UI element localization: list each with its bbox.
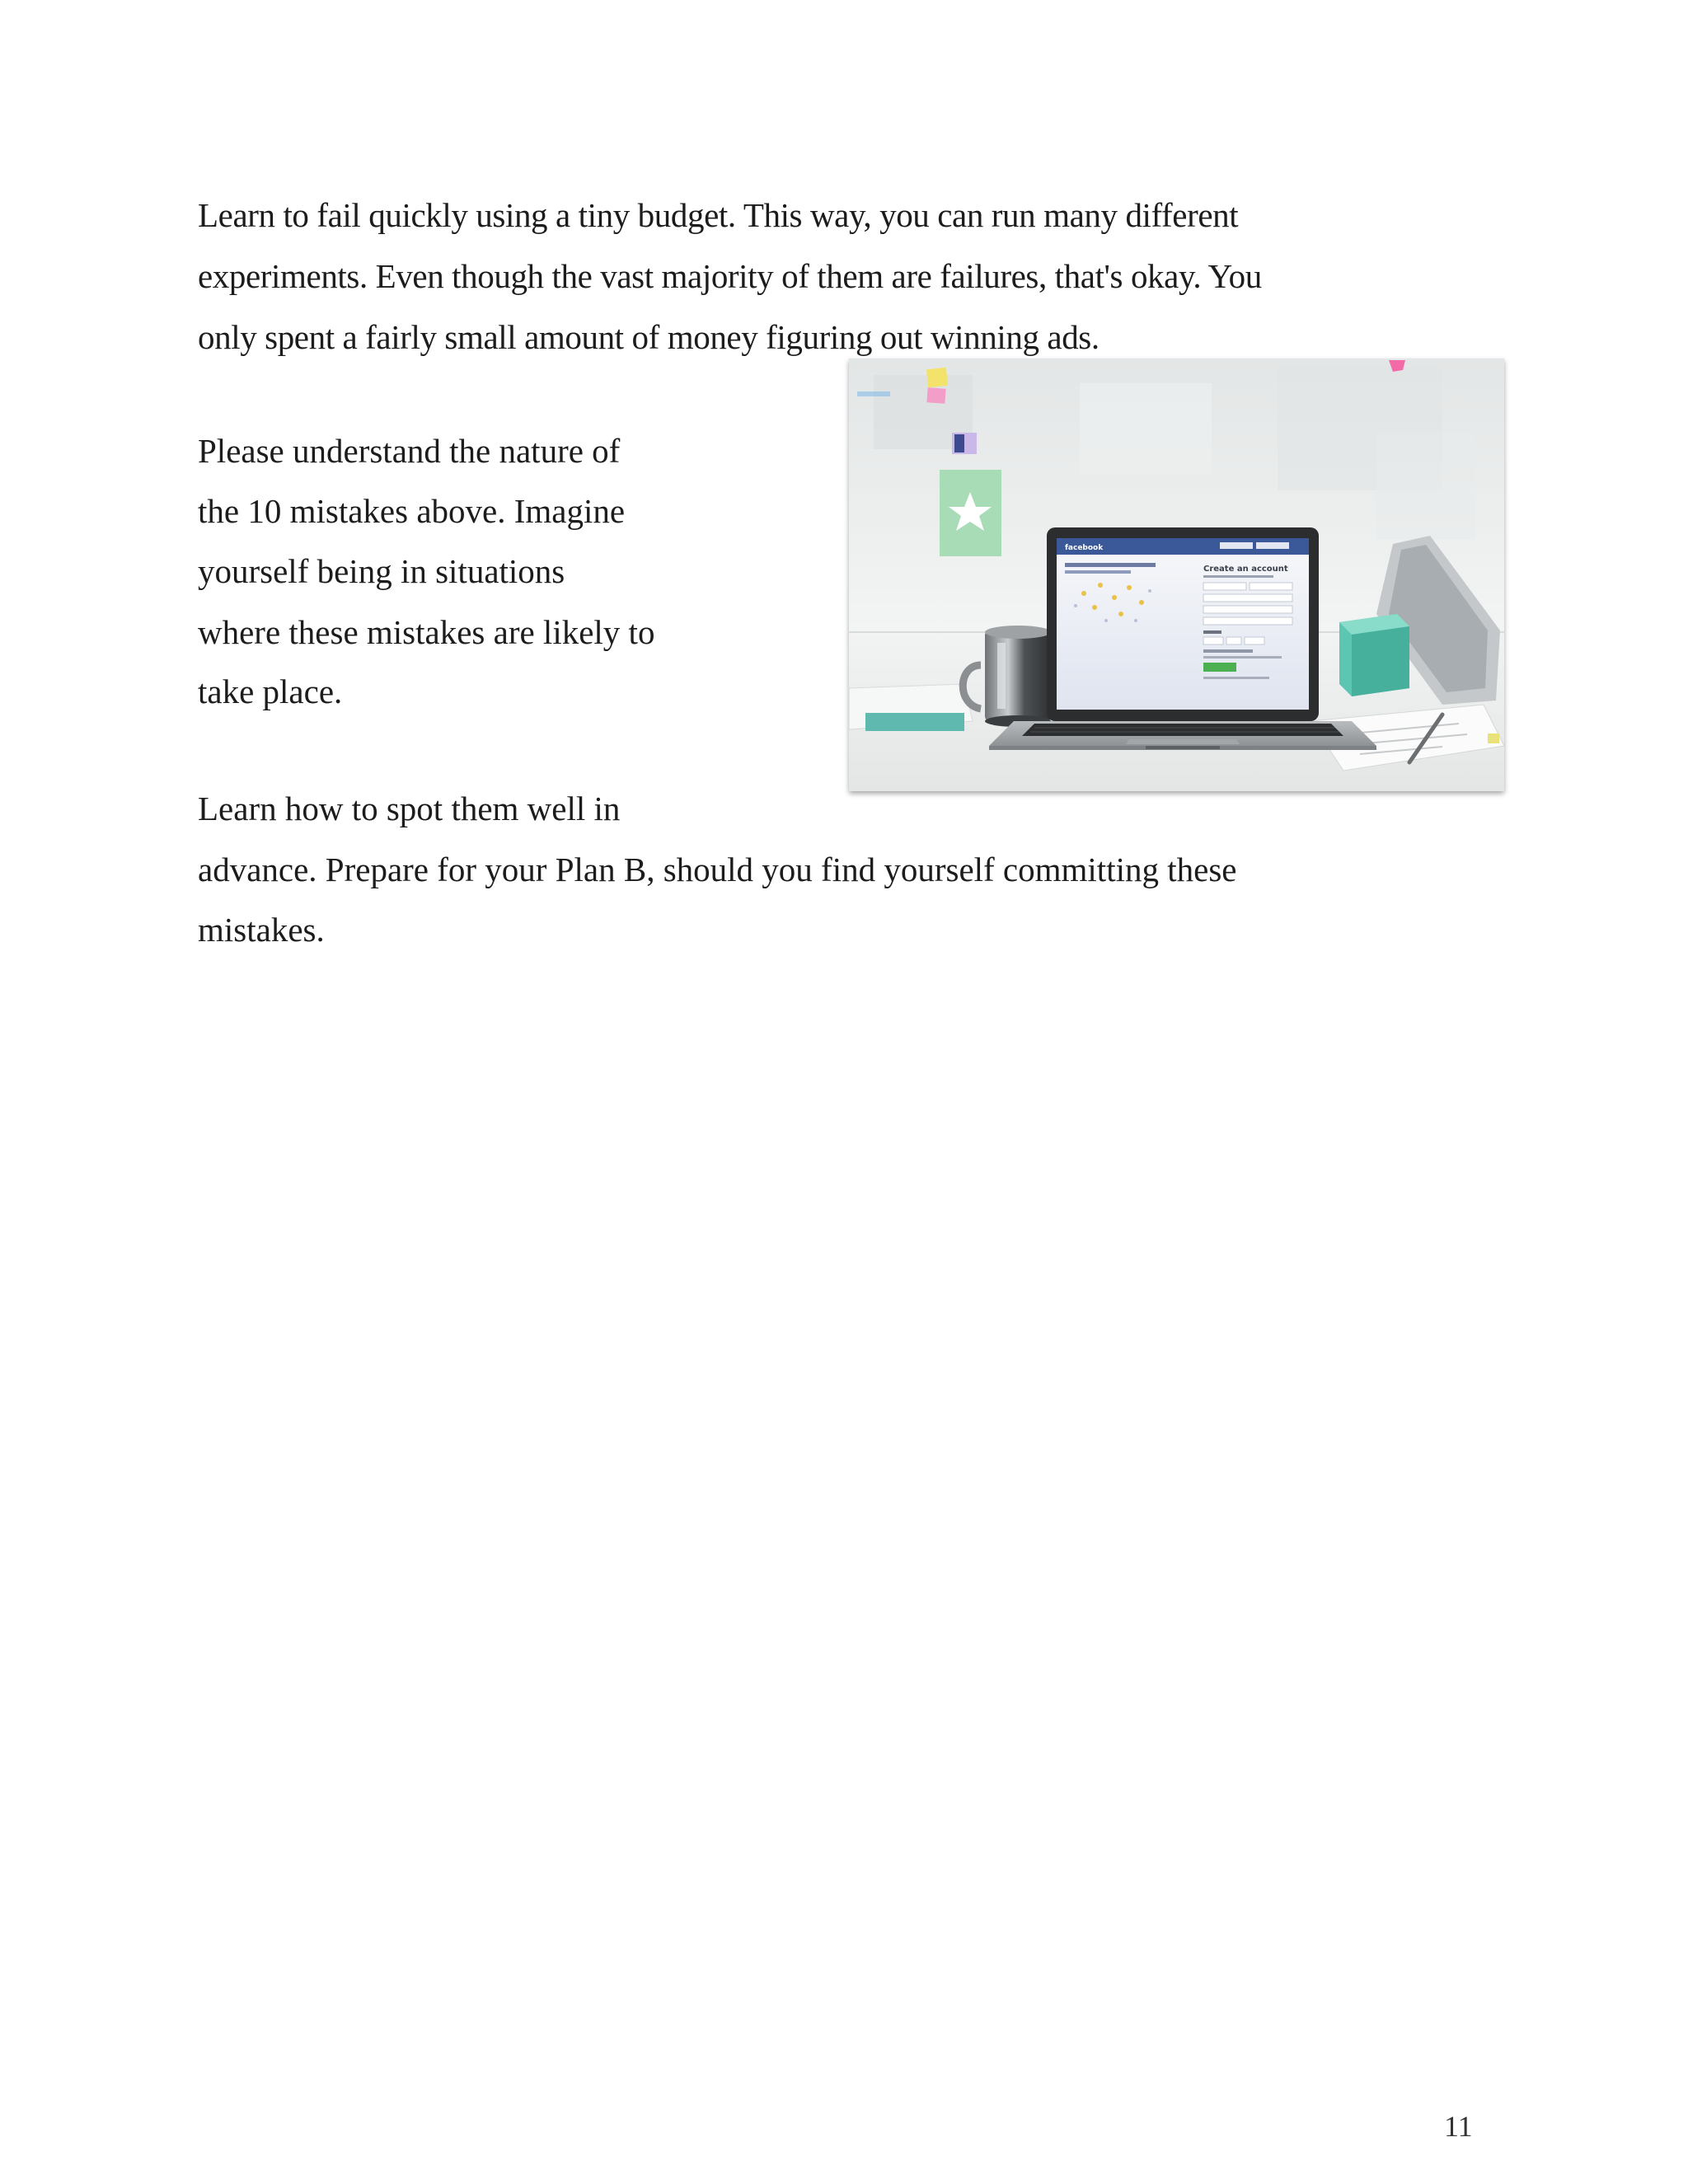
sticky-note-pink xyxy=(926,387,945,403)
screen-brand-text: facebook xyxy=(1065,544,1104,552)
paragraph-1-line-3: only spent a fairly small amount of money figuring out winning ads. xyxy=(198,318,1100,356)
paragraph-1-line-2: experiments. Even though the vast majority of them are failures, that's okay. You xyxy=(198,257,1262,295)
page-number: 11 xyxy=(1444,2110,1473,2143)
paragraph-3-line-3: mistakes. xyxy=(198,911,325,949)
paragraph-2-line-3: yourself being in situations xyxy=(198,552,565,590)
paragraph-2-line-1: Please understand the nature of xyxy=(198,432,621,470)
paragraph-2-line-4: where these mistakes are likely to xyxy=(198,613,655,651)
laptop-photo-illustration xyxy=(849,359,1504,791)
sticky-note-yellow xyxy=(926,368,948,387)
teal-cube xyxy=(1339,614,1409,696)
laptop-keyboard xyxy=(1022,724,1343,736)
screen-signup-button xyxy=(1203,663,1236,672)
paragraph-2-line-2: the 10 mistakes above. Imagine xyxy=(198,492,626,530)
teal-notepad xyxy=(865,713,964,731)
laptop-photo xyxy=(849,359,1504,791)
laptop-trackpad xyxy=(1126,739,1240,744)
paragraph-3-line-1: Learn how to spot them well in xyxy=(198,790,621,827)
paragraph-2-line-5: take place. xyxy=(198,673,343,710)
paragraph-3-line-2: advance. Prepare for your Plan B, should you find yourself committing these xyxy=(198,851,1237,888)
paragraph-1-line-1: Learn to fail quickly using a tiny budget. This way, you can run many different xyxy=(198,196,1239,234)
screen-signup-heading: Create an account xyxy=(1203,565,1288,574)
